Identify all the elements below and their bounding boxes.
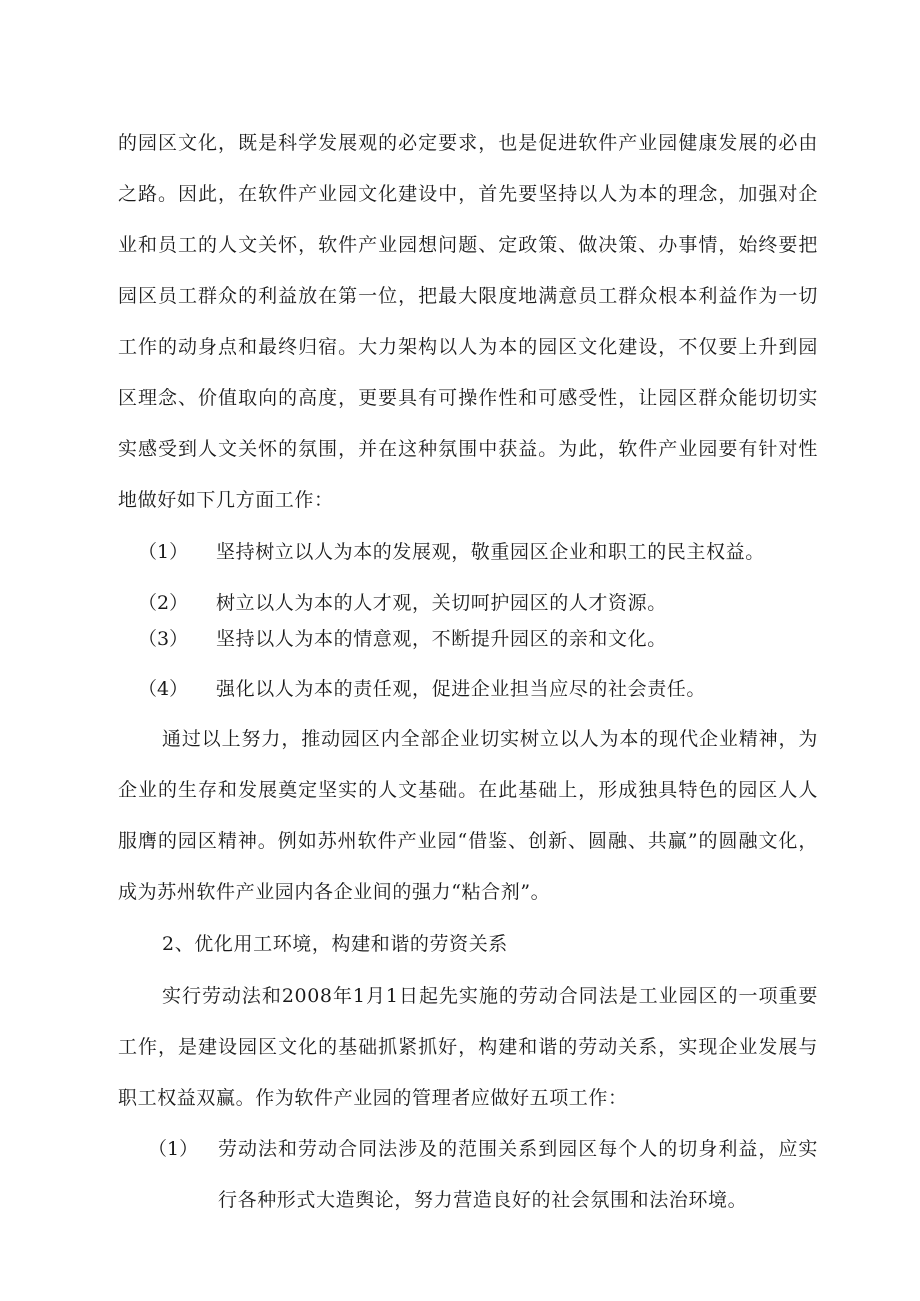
list-item-text: 坚持树立以人为本的发展观，敬重园区企业和职工的民主权益。	[216, 541, 765, 563]
paragraph-line: 通过以上努力，推动园区内全部企业切实树立以人为本的现代企业精神，为	[162, 728, 818, 750]
list-item-text: 坚持以人为本的情意观，不断提升园区的亲和文化。	[216, 628, 667, 650]
list-item-number: （1）	[138, 541, 189, 563]
paragraph-line: 实感受到人文关怀的氛围，并在这种氛围中获益。为此，软件产业园要有针对性	[118, 438, 818, 460]
paragraph-line: 之路。因此，在软件产业园文化建设中，首先要坚持以人为本的理念，加强对企	[118, 183, 818, 205]
paragraph-line: 园区员工群众的利益放在第一位，把最大限度地满意员工群众根本利益作为一切	[118, 285, 818, 307]
paragraph-line: 服膺的园区精神。例如苏州软件产业园“借鉴、创新、圆融、共赢”的圆融文化，	[118, 830, 818, 852]
paragraph-line: 工作的动身点和最终归宿。大力架构以人为本的园区文化建设，不仅要上升到园	[118, 336, 818, 358]
paragraph-line: 成为苏州软件产业园内各企业间的强力“粘合剂”。	[118, 881, 551, 903]
paragraph-line: 区理念、价值取向的高度，更要具有可操作性和可感受性，让园区群众能切切实	[118, 387, 818, 409]
paragraph-line: 工作，是建设园区文化的基础抓紧抓好，构建和谐的劳动关系，实现企业发展与	[118, 1036, 818, 1058]
section-heading: 2、优化用工环境，构建和谐的劳资关系	[162, 933, 508, 955]
list-item-text: 树立以人为本的人才观，关切呵护园区的人才资源。	[216, 592, 667, 614]
paragraph-line: 业和员工的人文关怀，软件产业园想问题、定政策、做决策、办事情，始终要把	[118, 234, 818, 256]
list-item-number: （3）	[138, 628, 189, 650]
list-item-text: 劳动法和劳动合同法涉及的范围关系到园区每个人的切身利益，应实	[218, 1138, 818, 1160]
paragraph-line: 实行劳动法和2008年1月1日起先实施的劳动合同法是工业园区的一项重要	[162, 985, 818, 1007]
paragraph-line: 地做好如下几方面工作：	[118, 489, 334, 511]
list-item-text: 行各种形式大造舆论，努力营造良好的社会氛围和法治环境。	[218, 1189, 748, 1211]
paragraph-line: 企业的生存和发展奠定坚实的人文基础。在此基础上，形成独具特色的园区人人	[118, 779, 818, 801]
paragraph-line: 的园区文化，既是科学发展观的必定要求，也是促进软件产业园健康发展的必由	[118, 132, 818, 154]
list-item-number: （2）	[138, 592, 189, 614]
paragraph-line: 职工权益双赢。作为软件产业园的管理者应做好五项工作：	[118, 1087, 628, 1109]
list-item-number: （1）	[148, 1138, 199, 1160]
list-item-number: （4）	[138, 678, 189, 700]
list-item-text: 强化以人为本的责任观，促进企业担当应尽的社会责任。	[216, 678, 707, 700]
